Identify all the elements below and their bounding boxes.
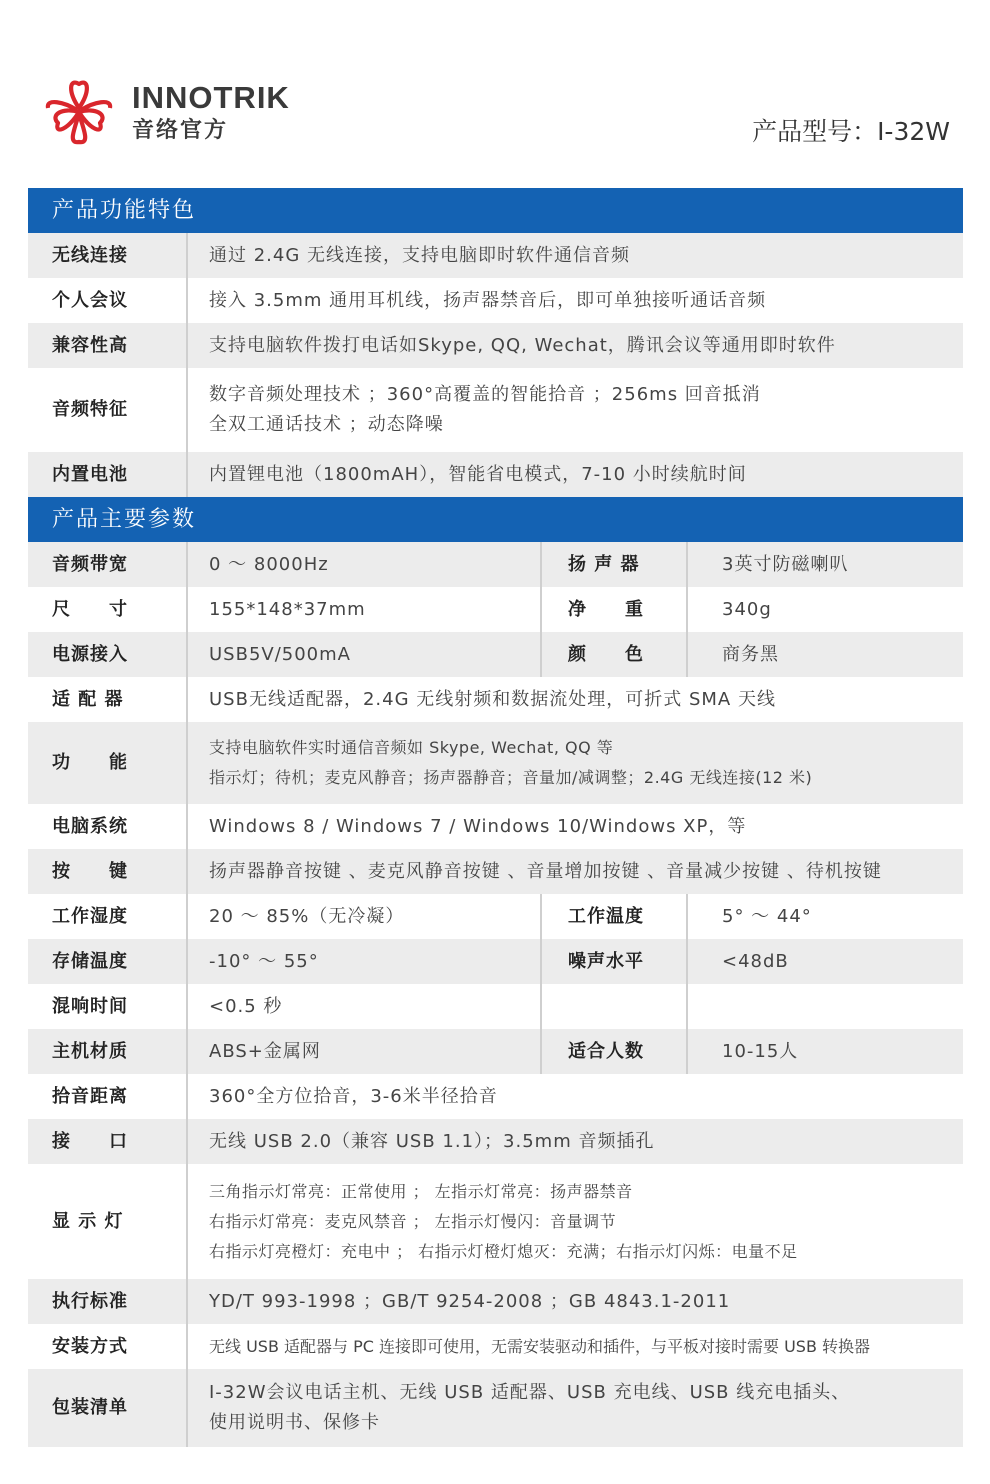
param-value [188,1164,963,1279]
param-line: I-32W会议电话主机、无线 USB 适配器、USB 充电线、USB 线充电插头、 [209,1382,851,1403]
param-row [28,984,963,1029]
param-line: 右指示灯亮橙灯：充电中 ； 右指示灯橙灯熄灭：充满；右指示灯闪烁：电量不足 [209,1241,798,1261]
param-value: 商务黑 [722,643,779,665]
param-value: 无线 USB 适配器与 PC 连接即可使用，无需安装驱动和插件，与平板对接时需要 USB 转换器 [209,1336,871,1356]
features-section-header: 产品功能特色 [28,188,963,233]
feature-value [188,368,963,452]
param-label: 按 键 [28,849,188,894]
feature-row-wireless [28,233,963,278]
param-label: 接 口 [28,1119,188,1164]
param-row [28,1279,963,1324]
feature-value: 通过 2.4G 无线连接，支持电脑即时软件通信音频 [209,244,631,266]
param-value [188,1369,963,1447]
param-label: 适 配 器 [28,677,188,722]
brand-name-en: INNOTRIK [132,80,290,115]
feature-row-personal [28,278,963,323]
param-value: 340g [722,598,772,620]
param-label: 尺 寸 [28,587,188,632]
param-label: 扬 声 器 [542,542,688,587]
param-value: 0 ～ 8000Hz [188,542,542,587]
param-label: 功 能 [28,722,188,804]
param-line: 支持电脑软件实时通信音频如 Skype, Wechat, QQ 等 [209,738,614,757]
feature-value: 接入 3.5mm 通用耳机线，扬声器禁音后，即可单独接听通话音频 [209,289,767,311]
param-label: 工作湿度 [28,894,188,939]
param-label-empty [542,984,688,1029]
feature-line: 数字音频处理技术 ；360°高覆盖的智能拾音 ；256ms 回音抵消 [209,384,761,405]
param-value: ABS+金属网 [188,1029,542,1074]
param-label: 电脑系统 [28,804,188,849]
spec-table [28,188,963,1447]
param-value: 155*148*37mm [188,587,542,632]
param-value: <48dB [722,950,789,972]
param-row [28,587,963,632]
feature-label: 兼容性高 [28,323,188,368]
param-row [28,1369,963,1447]
param-label: 颜 色 [542,632,688,677]
param-label: 噪声水平 [542,939,688,984]
param-row [28,939,963,984]
param-row [28,894,963,939]
feature-line: 全双工通话技术 ；动态降噪 [209,414,444,435]
param-label: 显 示 灯 [28,1164,188,1279]
param-label: 执行标准 [28,1279,188,1324]
param-line: 三角指示灯常亮：正常使用 ； 左指示灯常亮：扬声器禁音 [209,1181,633,1201]
param-row [28,1029,963,1074]
brand-name-cn: 音络官方 [132,118,229,143]
param-label: 包装清单 [28,1369,188,1447]
model-number: 产品型号：I-32W [752,117,950,146]
innotrik-logo-icon [38,74,120,150]
param-value: YD/T 993-1998 ；GB/T 9254-2008 ；GB 4843.1-2011 [209,1290,731,1312]
param-row [28,632,963,677]
param-value: 3英寸防磁喇叭 [722,553,849,575]
feature-row-battery [28,452,963,497]
param-line: 指示灯；待机；麦克风静音；扬声器静音；音量加/减调整；2.4G 无线连接(12 米) [209,768,813,787]
param-row [28,849,963,894]
param-row [28,677,963,722]
feature-label: 个人会议 [28,278,188,323]
param-value: 无线 USB 2.0（兼容 USB 1.1）；3.5mm 音频插孔 [209,1130,655,1152]
param-label: 净 重 [542,587,688,632]
param-row [28,1324,963,1369]
feature-row-audio [28,368,963,452]
param-value: <0.5 秒 [188,984,542,1029]
feature-label: 内置电池 [28,452,188,497]
param-label: 混响时间 [28,984,188,1029]
feature-value: 内置锂电池（1800mAH），智能省电模式，7-10 小时续航时间 [209,463,747,485]
param-row [28,804,963,849]
param-value: 20 ～ 85%（无冷凝） [188,894,542,939]
param-row [28,1119,963,1164]
feature-label: 音频特征 [28,368,188,452]
params-section-header: 产品主要参数 [28,497,963,542]
param-label: 工作温度 [542,894,688,939]
param-row [28,1074,963,1119]
param-row [28,722,963,804]
feature-value: 支持电脑软件拨打电话如Skype, QQ, Wechat，腾讯会议等通用即时软件 [209,334,836,356]
param-row [28,1164,963,1279]
param-label: 存储温度 [28,939,188,984]
param-value [188,722,963,804]
page-header [0,0,990,188]
param-label: 安装方式 [28,1324,188,1369]
param-line: 使用说明书、保修卡 [209,1412,380,1433]
param-value: 360°全方位拾音，3-6米半径拾音 [209,1085,498,1107]
param-value: USB无线适配器，2.4G 无线射频和数据流处理，可折式 SMA 天线 [209,688,776,710]
feature-row-compat [28,323,963,368]
param-value: -10° ～ 55° [188,939,542,984]
param-value: 扬声器静音按键 、麦克风静音按键 、音量增加按键 、音量减少按键 、待机按键 [209,860,882,882]
param-label: 电源接入 [28,632,188,677]
param-line: 右指示灯常亮：麦克风禁音 ； 左指示灯慢闪：音量调节 [209,1211,617,1231]
param-row [28,542,963,587]
feature-label: 无线连接 [28,233,188,278]
param-value: Windows 8 / Windows 7 / Windows 10/Windows XP，等 [209,815,747,837]
param-value: 5° ～ 44° [722,905,812,927]
param-value-empty [688,984,963,1029]
param-label: 拾音距离 [28,1074,188,1119]
param-value: 10-15人 [722,1040,799,1062]
param-label: 音频带宽 [28,542,188,587]
param-value: USB5V/500mA [188,632,542,677]
param-label: 主机材质 [28,1029,188,1074]
param-label: 适合人数 [542,1029,688,1074]
